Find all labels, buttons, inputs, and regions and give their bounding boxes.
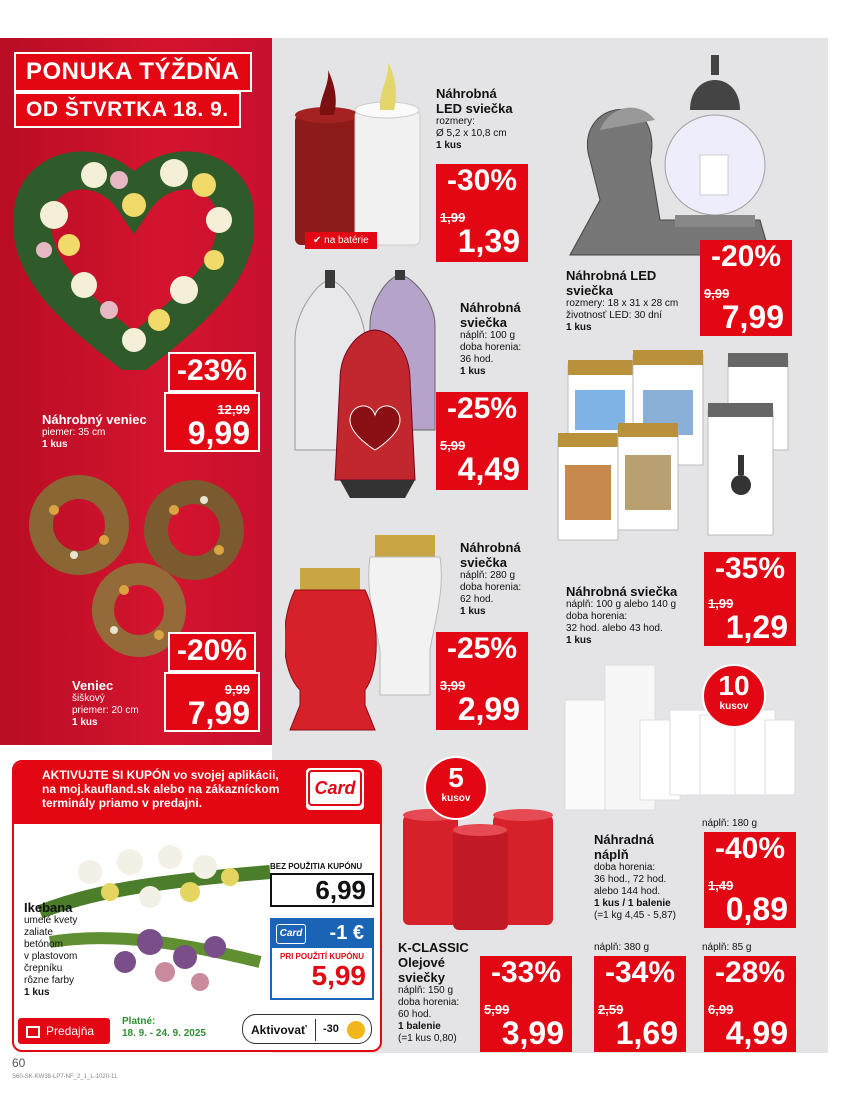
fill-weight: náplň: 85 g bbox=[702, 942, 752, 953]
product-title: Náhrobná sviečka bbox=[566, 584, 678, 599]
discount-text: -28% bbox=[714, 956, 786, 989]
product-info-heart-candle bbox=[460, 300, 521, 378]
pack-count-label: kusov bbox=[719, 701, 749, 712]
activate-coupon-button[interactable] bbox=[242, 1014, 372, 1044]
price-with-coupon-value: 5,99 bbox=[311, 960, 366, 991]
coupon-price-box bbox=[270, 918, 374, 1000]
old-price: 5,99 bbox=[440, 438, 466, 453]
product-detail: rôzne farby bbox=[24, 975, 75, 986]
old-price: 2,59 bbox=[598, 1002, 624, 1017]
discount-text: -33% bbox=[490, 956, 562, 989]
product-info-refill bbox=[594, 832, 676, 922]
product-detail: v plastovom bbox=[24, 951, 78, 962]
product-title: sviečky bbox=[398, 970, 445, 985]
discount-text: -40% bbox=[714, 832, 786, 865]
store-icon bbox=[26, 1026, 40, 1038]
price-box bbox=[594, 994, 686, 1052]
discount-text: -23% bbox=[176, 354, 248, 387]
discount-badge bbox=[168, 352, 256, 392]
product-detail: betónom bbox=[24, 939, 63, 950]
pack-count-label: kusov bbox=[441, 793, 471, 804]
product-detail: doba horenia: bbox=[460, 582, 522, 593]
old-price: 1,49 bbox=[708, 878, 734, 893]
discount-text: -25% bbox=[446, 392, 518, 425]
store-button[interactable] bbox=[18, 1018, 110, 1044]
heart-wreath-image bbox=[14, 145, 254, 370]
old-price: 1,99 bbox=[708, 596, 734, 611]
old-price: 6,99 bbox=[708, 1002, 734, 1017]
discount-badge bbox=[436, 392, 528, 430]
product-detail: šiškový bbox=[72, 693, 105, 704]
price-box bbox=[700, 278, 792, 336]
store-label: Predajňa bbox=[46, 1024, 95, 1038]
product-title: Olejové bbox=[398, 955, 445, 970]
discount-text: -34% bbox=[604, 956, 676, 989]
discount-text: -20% bbox=[176, 634, 248, 667]
product-info-veniec bbox=[72, 678, 139, 729]
price-without-coupon bbox=[270, 873, 374, 907]
new-price: 7,99 bbox=[187, 695, 250, 731]
product-detail: doba horenia: bbox=[594, 862, 656, 873]
discount-badge bbox=[436, 164, 528, 202]
discount-text: -25% bbox=[446, 632, 518, 665]
oil-candles-image bbox=[398, 795, 568, 935]
discount-badge bbox=[436, 632, 528, 670]
old-price: 5,99 bbox=[484, 1002, 510, 1017]
product-detail: 1 kus bbox=[436, 140, 462, 151]
product-title: sviečka bbox=[460, 555, 507, 570]
price-box bbox=[704, 994, 796, 1052]
new-price: 1,69 bbox=[615, 1015, 678, 1051]
price-box bbox=[436, 202, 528, 262]
old-price: 9,99 bbox=[224, 682, 250, 697]
product-title: Náhrobná bbox=[436, 86, 497, 101]
banner-text: PONUKA TÝŽDŇA bbox=[26, 58, 240, 85]
product-detail: (=1 kus 0,80) bbox=[398, 1033, 457, 1044]
product-detail: životnosť LED: 30 dní bbox=[566, 310, 663, 321]
product-title: K-CLASSIC bbox=[398, 940, 469, 955]
coin-icon bbox=[347, 1021, 365, 1039]
product-detail: náplň: 100 g alebo 140 g bbox=[566, 599, 677, 610]
price-box bbox=[436, 430, 528, 490]
product-info-ikebana bbox=[24, 900, 77, 999]
product-info-oil-candles bbox=[398, 940, 469, 1045]
coupon-header-line: AKTIVUJTE SI KUPÓN vo svojej aplikácii, bbox=[42, 768, 279, 782]
divider bbox=[315, 1019, 316, 1041]
product-title: Ikebana bbox=[24, 900, 73, 915]
offer-week-banner bbox=[14, 52, 252, 92]
new-price: 7,99 bbox=[721, 299, 784, 335]
product-detail: alebo 144 hod. bbox=[594, 886, 661, 897]
product-title: Náhradná bbox=[594, 832, 654, 847]
product-detail: 36 hod. bbox=[460, 354, 494, 365]
price-without-coupon-label: BEZ POUŽITIA KUPÓNU bbox=[270, 862, 363, 871]
price-box bbox=[704, 590, 796, 646]
discount-badge bbox=[480, 956, 572, 994]
old-price: 12,99 bbox=[217, 402, 250, 417]
pack-count-number: 5 bbox=[448, 762, 464, 793]
coupon-price-header bbox=[272, 920, 372, 948]
card-icon: Card bbox=[276, 924, 306, 944]
discount-badge bbox=[700, 240, 792, 278]
discount-text: -35% bbox=[714, 552, 786, 585]
product-detail: 62 hod. bbox=[460, 594, 494, 605]
new-price: 4,99 bbox=[725, 1015, 788, 1051]
product-detail: umelé kvety bbox=[24, 915, 78, 926]
product-title: Veniec bbox=[72, 678, 114, 693]
product-detail: 1 kus bbox=[460, 366, 486, 377]
product-info-glass-candle bbox=[460, 540, 521, 618]
pack-count-badge bbox=[424, 756, 488, 820]
product-info-led bbox=[436, 86, 513, 152]
product-detail: Ø 5,2 x 10,8 cm bbox=[436, 128, 507, 139]
product-info-wreath bbox=[42, 412, 147, 451]
discount-badge bbox=[704, 956, 796, 994]
price-box bbox=[436, 670, 528, 730]
new-price: 2,99 bbox=[457, 691, 520, 727]
product-title: sviečka bbox=[460, 315, 507, 330]
battery-badge-text: ✔ na batérie bbox=[313, 235, 369, 246]
points-value: -30 bbox=[323, 1023, 339, 1035]
red-glass-candles-image bbox=[285, 530, 445, 735]
product-title: Náhrobný veniec bbox=[42, 412, 147, 427]
coupon-header-line: na moj.kaufland.sk alebo na zákazníckom bbox=[42, 782, 280, 796]
product-detail: 1 kus bbox=[566, 322, 592, 333]
product-detail: náplň: 100 g bbox=[460, 330, 516, 341]
product-detail: doba horenia: bbox=[398, 997, 460, 1008]
product-title: Náhrobná bbox=[460, 300, 521, 315]
product-detail: 1 kus bbox=[42, 439, 68, 450]
product-detail: 60 hod. bbox=[398, 1009, 432, 1020]
page-number: 60 bbox=[12, 1056, 26, 1070]
validity-label: Platné: bbox=[122, 1016, 156, 1027]
discount-badge bbox=[704, 552, 796, 590]
product-detail: 1 kus bbox=[24, 987, 50, 998]
product-detail: (=1 kg 4,45 - 5,87) bbox=[594, 910, 676, 921]
price-box bbox=[164, 672, 260, 732]
battery-badge bbox=[305, 232, 377, 249]
banner-date-text: OD ŠTVRTKA 18. 9. bbox=[26, 98, 229, 121]
date-banner bbox=[14, 92, 241, 128]
heart-candles-image bbox=[290, 270, 440, 500]
old-price: 3,99 bbox=[440, 678, 466, 693]
new-price: 4,49 bbox=[457, 451, 520, 487]
angel-lantern-image bbox=[560, 50, 790, 260]
product-detail: 1 kus bbox=[72, 717, 98, 728]
led-candle-image bbox=[290, 60, 430, 250]
product-detail: rozmery: bbox=[436, 116, 475, 127]
product-detail: náplň: 150 g bbox=[398, 985, 454, 996]
new-price: 3,99 bbox=[501, 1015, 564, 1051]
validity bbox=[122, 1016, 206, 1040]
new-price: 1,29 bbox=[725, 609, 788, 645]
product-detail: rozmery: 18 x 31 x 28 cm bbox=[566, 298, 679, 309]
product-detail: priemer: 20 cm bbox=[72, 705, 139, 716]
validity-dates: 18. 9. - 24. 9. 2025 bbox=[122, 1028, 206, 1039]
old-price: 9,99 bbox=[704, 286, 730, 301]
coupon-discount: -1 € bbox=[329, 922, 364, 944]
discount-text: -20% bbox=[710, 240, 782, 273]
card-logo-text: Card bbox=[308, 770, 362, 806]
product-title: Náhrobná LED bbox=[566, 268, 657, 283]
product-title: náplň bbox=[594, 847, 629, 862]
old-price: 1,99 bbox=[440, 210, 466, 225]
new-price: 9,99 bbox=[187, 415, 250, 451]
product-info-picture-candle bbox=[566, 584, 677, 647]
product-title: Náhrobná bbox=[460, 540, 521, 555]
product-detail: 36 hod., 72 hod. bbox=[594, 874, 667, 885]
discount-badge bbox=[594, 956, 686, 994]
price-with-coupon-label: PRI POUŽITÍ KUPÓNU bbox=[279, 952, 364, 961]
fill-weight: náplň: 380 g bbox=[594, 942, 650, 953]
fill-weight: náplň: 180 g bbox=[702, 818, 758, 829]
price-box bbox=[480, 994, 572, 1052]
new-price: 1,39 bbox=[457, 223, 520, 259]
product-detail: 1 kus / 1 balenie bbox=[594, 898, 671, 909]
discount-badge bbox=[168, 632, 256, 672]
product-detail: náplň: 280 g bbox=[460, 570, 516, 581]
price-without-coupon-value: 6,99 bbox=[315, 875, 366, 905]
price-box bbox=[704, 870, 796, 928]
product-detail: 1 balenie bbox=[398, 1021, 441, 1032]
discount-badge bbox=[704, 832, 796, 870]
product-detail: 32 hod. alebo 43 hod. bbox=[566, 623, 663, 634]
price-box bbox=[164, 392, 260, 452]
new-price: 0,89 bbox=[725, 891, 788, 927]
product-detail: doba horenia: bbox=[566, 611, 628, 622]
pack-count-badge bbox=[702, 664, 766, 728]
product-detail: črepníku bbox=[24, 963, 63, 974]
product-title: LED sviečka bbox=[436, 101, 513, 116]
product-detail: piemer: 35 cm bbox=[42, 427, 106, 438]
product-detail: doba horenia: bbox=[460, 342, 522, 353]
pack-count-number: 10 bbox=[718, 670, 750, 701]
product-detail: 1 kus bbox=[566, 635, 592, 646]
coupon-header-line: terminály priamo v predajni. bbox=[42, 796, 203, 810]
discount-text: -30% bbox=[446, 164, 518, 197]
print-code: S60-SK-KW38-LP7-NF_2_1_L-1020-11 bbox=[12, 1074, 118, 1080]
card-logo bbox=[306, 768, 364, 810]
product-detail: 1 kus bbox=[460, 606, 486, 617]
picture-candles-image bbox=[553, 345, 793, 545]
product-detail: zaliate bbox=[24, 927, 53, 938]
activate-label: Aktivovať bbox=[251, 1023, 307, 1037]
product-info-led-lantern bbox=[566, 268, 678, 334]
product-title: sviečka bbox=[566, 283, 613, 298]
